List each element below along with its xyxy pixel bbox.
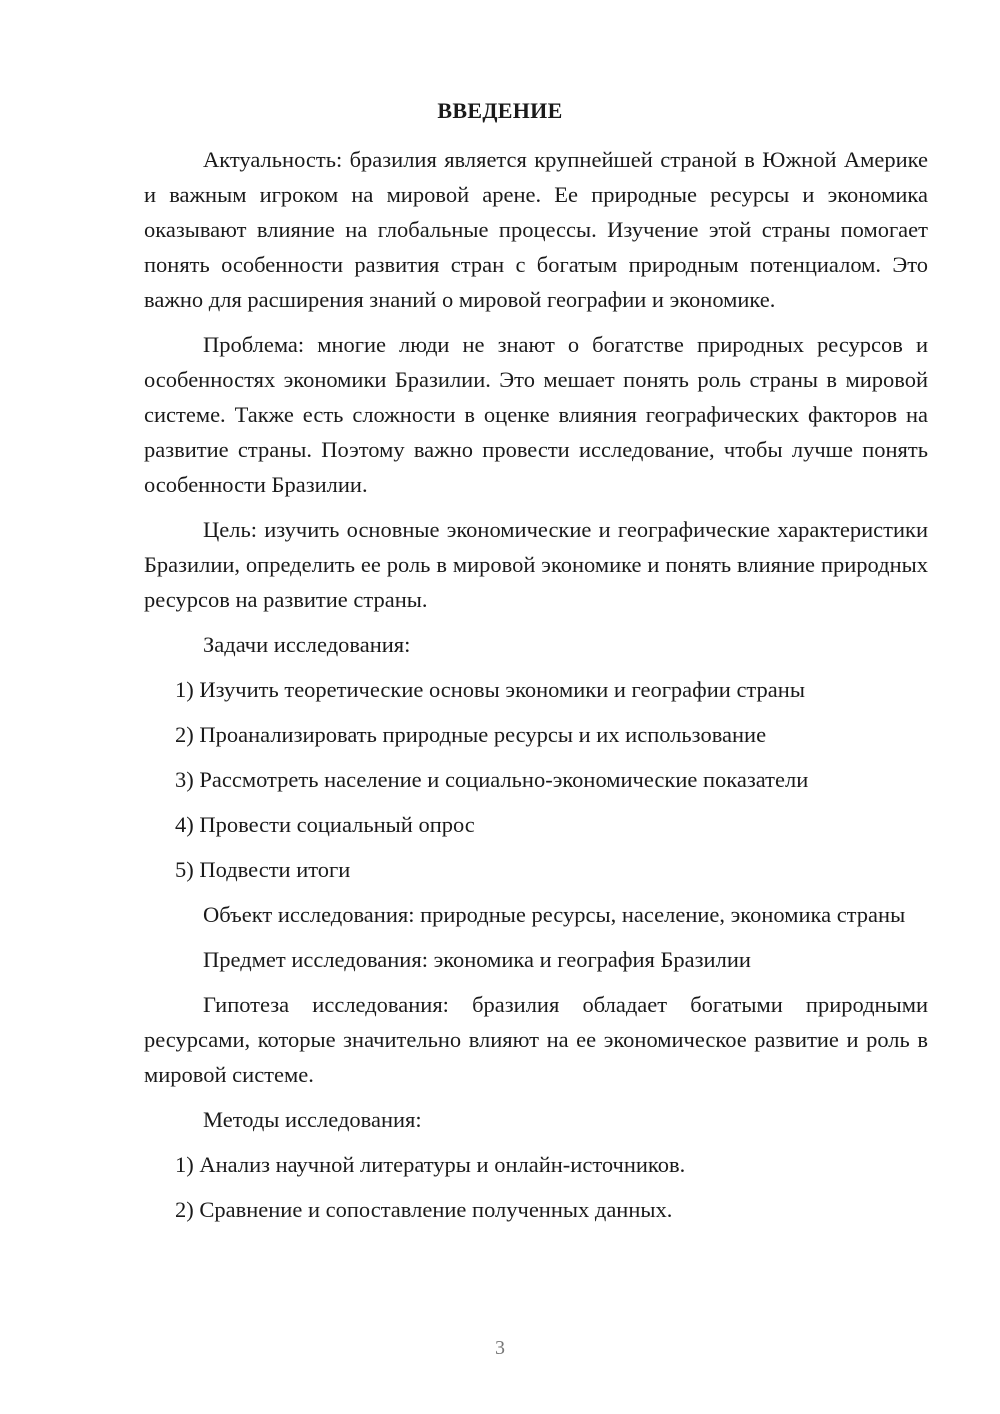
- task-item: 5) Подвести итоги: [175, 857, 351, 882]
- method-item: 2) Сравнение и сопоставление полученных данных.: [175, 1197, 673, 1222]
- subject-paragraph: Предмет исследования: экономика и география Бразилии: [203, 947, 751, 972]
- page-number: 3: [495, 1337, 505, 1359]
- goal-paragraph: Цель: изучить основные экономические и географические характеристики Бразилии, определить ее роль в мировой экономике и понять влияние природных ресурсов на развитие страны.: [144, 517, 928, 612]
- task-item: 2) Проанализировать природные ресурсы и их использование: [175, 722, 767, 747]
- problem-paragraph: Проблема: многие люди не знают о богатстве природных ресурсов и особенностях экономики Бразилии. Это мешает понять роль страны в мировой системе. Также есть сложности в оценке влияния географических факторов на развитие страны. Поэтому важно провести исследование, чтобы лучше понять особенности Бразилии.: [144, 332, 928, 497]
- tasks-heading: Задачи исследования:: [203, 632, 411, 657]
- method-item: 1) Анализ научной литературы и онлайн-источников.: [175, 1152, 686, 1177]
- hypothesis-paragraph: Гипотеза исследования: бразилия обладает богатыми природными ресурсами, которые значительно влияют на ее экономическое развитие и роль в мировой системе.: [144, 992, 928, 1087]
- methods-list: [144, 1147, 928, 1227]
- tasks-list: [144, 672, 928, 887]
- task-item: 1) Изучить теоретические основы экономики и географии страны: [175, 677, 805, 702]
- document-body: [144, 142, 928, 1237]
- relevance-paragraph: Актуальность: бразилия является крупнейшей страной в Южной Америке и важным игроком на мировой арене. Ее природные ресурсы и экономика оказывают влияние на глобальные процессы. Изучение этой страны помогает понять особенности развития стран с богатым природным потенциалом. Это важно для расширения знаний о мировой географии и экономике.: [144, 147, 928, 312]
- section-title: ВВЕДЕНИЕ: [437, 98, 563, 123]
- task-item: 3) Рассмотреть население и социально-экономические показатели: [175, 767, 809, 792]
- task-item: 4) Провести социальный опрос: [175, 812, 475, 837]
- methods-heading: Методы исследования:: [203, 1107, 422, 1132]
- object-paragraph: Объект исследования: природные ресурсы, население, экономика страны: [203, 902, 906, 927]
